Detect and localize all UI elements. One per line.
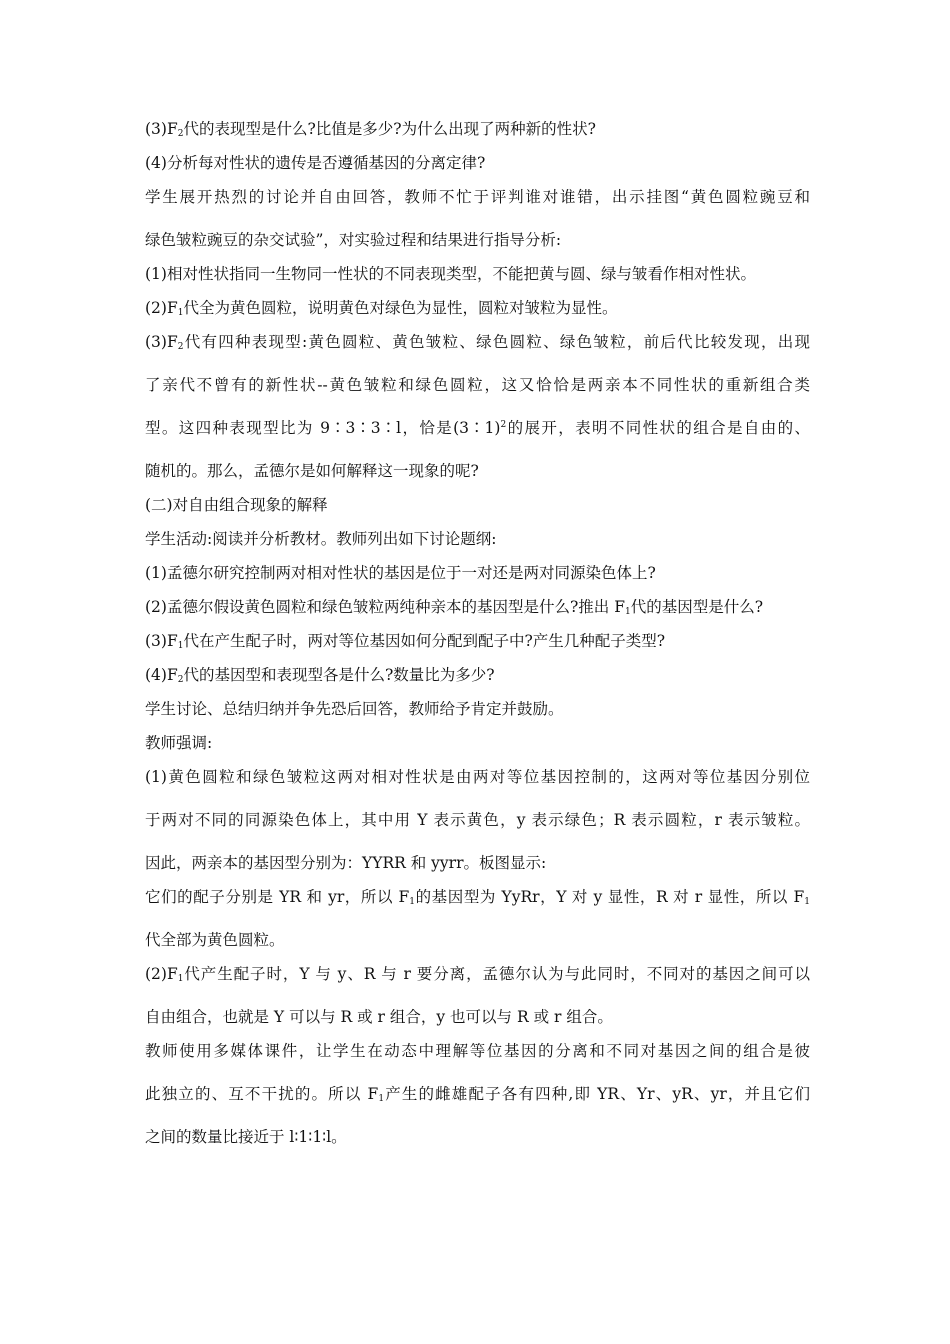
text-segment: 学生活动:阅读并分析教材。教师列出如下讨论题纲:: [145, 530, 497, 548]
text-segment: 代的基因型和表现型各是什么?数量比为多少?: [183, 666, 495, 684]
text-segment: 此独立的、互不干扰的。所以 F: [145, 1085, 379, 1103]
text-segment: (3)F: [145, 120, 178, 138]
text-line: [145, 188, 810, 207]
text-line: [145, 666, 810, 685]
text-line: [145, 965, 810, 984]
text-segment: (1)黄色圆粒和绿色皱粒这两对相对性状是由两对等位基因控制的，这两对等位基因分别位: [145, 768, 810, 786]
text-line: [145, 734, 810, 753]
text-line: [145, 231, 810, 250]
text-segment: 学生展开热烈的讨论并自由回答，教师不忙于评判谁对谁错，出示挂图“黄色圆粒豌豆和: [145, 188, 810, 206]
subscript: 2: [177, 675, 184, 685]
text-segment: 代的表现型是什么?比值是多少?为什么出现了两种新的性状?: [183, 120, 596, 138]
text-segment: 绿色皱粒豌豆的杂交试验”，对实验过程和结果进行指导分析:: [145, 231, 562, 249]
text-line: [145, 154, 810, 173]
text-segment: 代在产生配子时，两对等位基因如何分配到配子中?产生几种配子类型?: [183, 632, 666, 650]
text-line: [145, 768, 810, 787]
text-segment: 教师使用多媒体课件，让学生在动态中理解等位基因的分离和不同对基因之间的组合是彼: [145, 1042, 810, 1060]
text-segment: 于两对不同的同源染色体上，其中用 Y 表示黄色，y 表示绿色；R 表示圆粒，r 表示皱粒。: [145, 811, 810, 829]
text-segment: 了亲代不曾有的新性状--黄色皱粒和绿色圆粒，这又恰恰是两亲本不同性状的重新组合类: [145, 376, 810, 394]
text-line: [145, 931, 810, 950]
document-body: [145, 120, 810, 1147]
text-line: [145, 598, 810, 617]
text-line: [145, 1128, 810, 1147]
text-segment: 产生的雌雄配子各有四种,即 YR、Yr、yR、yr，并且它们: [384, 1085, 810, 1103]
text-line: [145, 376, 810, 395]
text-segment: 教师强调:: [145, 734, 213, 752]
text-segment: 随机的。那么，孟德尔是如何解释这一现象的呢?: [145, 462, 479, 480]
text-segment: 代产生配子时，Y 与 y、R 与 r 要分离，孟德尔认为与此同时，不同对的基因之间可以: [183, 965, 810, 983]
subscript: 1: [177, 308, 184, 318]
text-segment: 的基因型为 YyRr，Y 对 y 显性，R 对 r 显性，所以 F: [415, 888, 805, 906]
text-segment: 代有四种表现型:黄色圆粒、黄色皱粒、绿色圆粒、绿色皱粒，前后代比较发现，出现: [183, 333, 810, 351]
text-line: [145, 854, 810, 873]
text-segment: (2)孟德尔假设黄色圆粒和绿色皱粒两纯种亲本的基因型是什么?推出 F: [145, 598, 625, 616]
text-segment: (1)相对性状指同一生物同一性状的不同表现类型，不能把黄与圆、绿与皱看作相对性状。: [145, 265, 756, 283]
text-line: [145, 888, 810, 907]
text-segment: 之间的数量比接近于 l∶1∶1∶l。: [145, 1128, 347, 1146]
subscript: 1: [409, 897, 416, 907]
text-line: [145, 462, 810, 481]
text-line: [145, 120, 810, 139]
text-line: [145, 1008, 810, 1027]
subscript: 1: [624, 607, 631, 617]
text-line: [145, 811, 810, 830]
text-segment: (3)F: [145, 333, 178, 351]
text-segment: (2)F: [145, 965, 178, 983]
text-line: [145, 700, 810, 719]
text-line: [145, 299, 810, 318]
superscript: 2: [500, 420, 507, 430]
text-segment: (1)孟德尔研究控制两对相对性状的基因是位于一对还是两对同源染色体上?: [145, 564, 656, 582]
text-segment: 代全部为黄色圆粒。: [145, 931, 285, 949]
text-line: [145, 632, 810, 651]
text-segment: 它们的配子分别是 YR 和 yr，所以 F: [145, 888, 410, 906]
text-segment: 因此，两亲本的基因型分别为：YYRR 和 yyrr。板图显示:: [145, 854, 547, 872]
text-line: [145, 419, 810, 438]
text-line: [145, 496, 810, 515]
text-segment: 型。这四种表现型比为 9∶3∶3∶l，恰是(3∶1): [145, 419, 501, 437]
subscript: 1: [177, 641, 184, 651]
text-line: [145, 1042, 810, 1061]
subscript: 1: [804, 897, 810, 907]
subscript: 1: [378, 1094, 385, 1104]
text-segment: (4)F: [145, 666, 178, 684]
text-segment: 自由组合，也就是 Y 可以与 R 或 r 组合，y 也可以与 R 或 r 组合。: [145, 1008, 613, 1026]
text-line: [145, 530, 810, 549]
text-line: [145, 1085, 810, 1104]
text-segment: 代的基因型是什么?: [630, 598, 763, 616]
text-segment: (4)分析每对性状的遗传是否遵循基因的分离定律?: [145, 154, 486, 172]
subscript: 1: [177, 974, 184, 984]
text-segment: 的展开，表明不同性状的组合是自由的、: [506, 419, 810, 437]
text-segment: (3)F: [145, 632, 178, 650]
text-segment: (二)对自由组合现象的解释: [145, 496, 328, 514]
text-segment: 学生讨论、总结归纳并争先恐后回答，教师给予肯定并鼓励。: [145, 700, 564, 718]
subscript: 2: [177, 342, 184, 352]
text-segment: (2)F: [145, 299, 178, 317]
text-segment: 代全为黄色圆粒，说明黄色对绿色为显性，圆粒对皱粒为显性。: [183, 299, 618, 317]
text-line: [145, 265, 810, 284]
text-line: [145, 564, 810, 583]
text-line: [145, 333, 810, 352]
subscript: 2: [177, 129, 184, 139]
